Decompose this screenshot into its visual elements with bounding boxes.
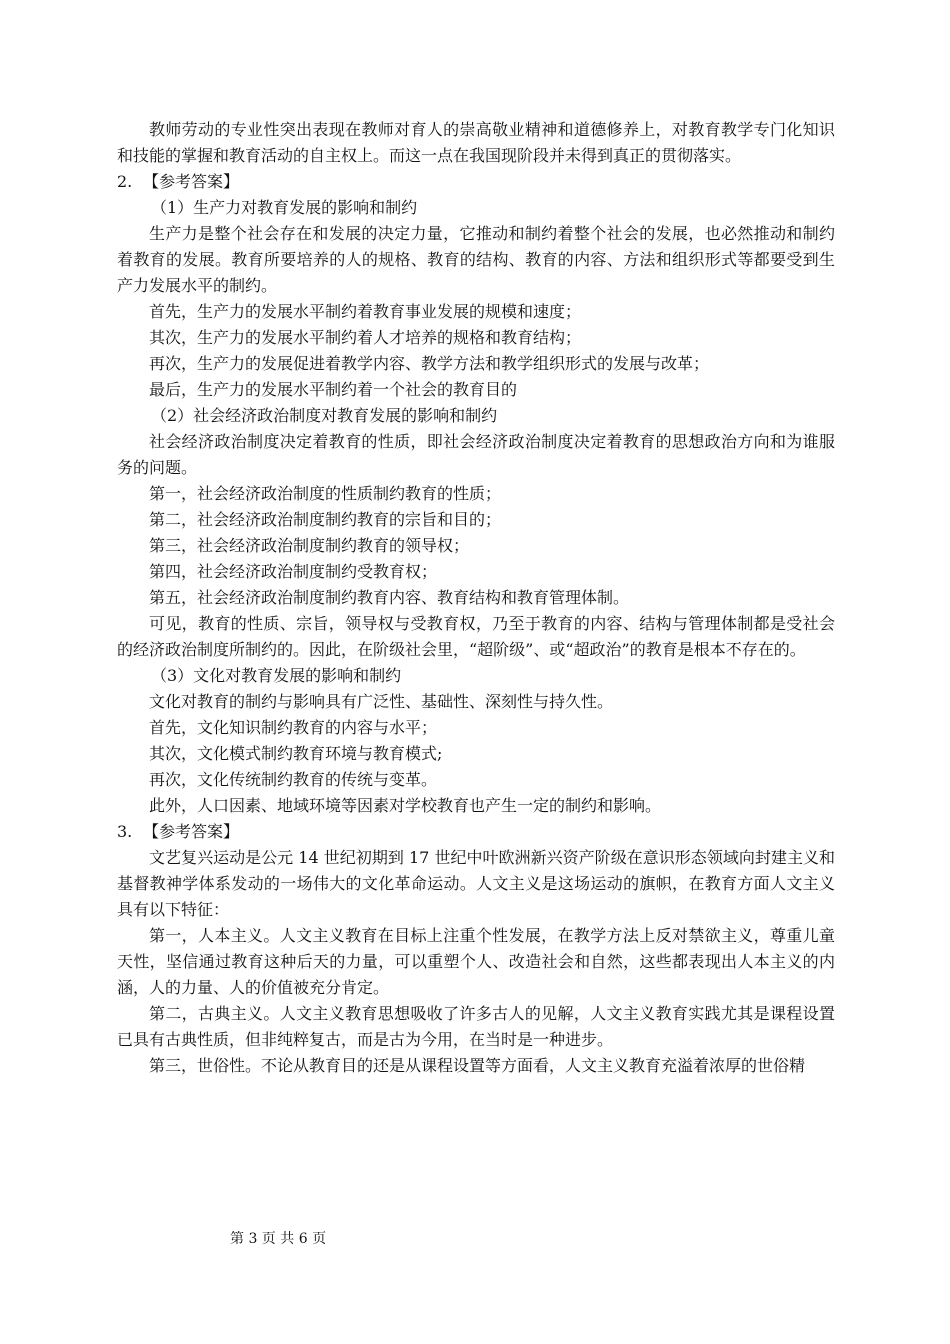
answer-number: 3. xyxy=(117,822,133,841)
paragraph: 第三，社会经济政治制度制约教育的领导权； xyxy=(149,536,470,555)
paragraph: 此外，人口因素、地域环境等因素对学校教育也产生一定的制约和影响。 xyxy=(149,796,662,815)
answer-label: 【参考答案】 xyxy=(143,172,240,191)
paragraph: 其次，生产力的发展水平制约着人才培养的规格和教育结构； xyxy=(149,328,582,347)
paragraph: 第二，社会经济政治制度制约教育的宗旨和目的； xyxy=(149,510,502,529)
page-number: 第 3 页 共 6 页 xyxy=(230,1231,327,1247)
paragraph: 可见，教育的性质、宗旨，领导权与受教育权，乃至于教育的内容、结构与管理体制都是受社会的经济政治制度所制约的。因此，在阶级社会里，“超阶级”、或“超政治”的教育是根本不存在的。 xyxy=(117,614,835,659)
answer-number: 2. xyxy=(117,172,133,191)
paragraph: 第三，世俗性。不论从教育目的还是从课程设置等方面看，人文主义教育充溢着浓厚的世俗精 xyxy=(149,1056,806,1075)
document-body xyxy=(117,117,835,1079)
paragraph: 文艺复兴运动是公元 14 世纪初期到 17 世纪中叶欧洲新兴资产阶级在意识形态领域向封建主义和基督教神学体系发动的一场伟大的文化革命运动。人文主义是这场运动的旗帜，在教育方面人文主义具有以下特征： xyxy=(117,848,835,919)
answer-label: 【参考答案】 xyxy=(143,822,240,841)
page-footer xyxy=(0,1229,950,1249)
paragraph: 第四，社会经济政治制度制约受教育权； xyxy=(149,562,438,581)
paragraph: 再次，文化传统制约教育的传统与变革。 xyxy=(149,770,438,789)
paragraph: 教师劳动的专业性突出表现在教师对育人的崇高敬业精神和道德修养上，对教育教学专门化知识和技能的掌握和教育活动的自主权上。而这一点在我国现阶段并未得到真正的贯彻落实。 xyxy=(117,120,835,165)
answer-heading xyxy=(117,819,835,845)
answer-heading xyxy=(117,169,835,195)
sub-heading: （2）社会经济政治制度对教育发展的影响和制约 xyxy=(151,406,498,425)
paragraph: 第一，社会经济政治制度的性质制约教育的性质； xyxy=(149,484,502,503)
paragraph: 第一，人本主义。人文主义教育在目标上注重个性发展，在教学方法上反对禁欲主义，尊重儿童天性，坚信通过教育这种后天的力量，可以重塑个人、改造社会和自然，这些都表现出人本主义的内涵，人的力量、人的价值被充分肯定。 xyxy=(117,926,835,997)
paragraph: 社会经济政治制度决定着教育的性质，即社会经济政治制度决定着教育的思想政治方向和为谁服务的问题。 xyxy=(117,432,835,477)
paragraph: 第二，古典主义。人文主义教育思想吸收了许多古人的见解，人文主义教育实践尤其是课程设置已具有古典性质，但非纯粹复古，而是古为今用，在当时是一种进步。 xyxy=(117,1004,835,1049)
paragraph: 第五，社会经济政治制度制约教育内容、教育结构和教育管理体制。 xyxy=(149,588,630,607)
paragraph: 首先，生产力的发展水平制约着教育事业发展的规模和速度； xyxy=(149,302,582,321)
sub-heading: （3）文化对教育发展的影响和制约 xyxy=(151,666,402,685)
paragraph: 其次，文化模式制约教育环境与教育模式; xyxy=(149,744,443,763)
paragraph: 生产力是整个社会存在和发展的决定力量，它推动和制约着整个社会的发展，也必然推动和制约着教育的发展。教育所要培养的人的规格、教育的结构、教育的内容、方法和组织形式等都要受到生产力发展水平的制约。 xyxy=(117,224,835,295)
paragraph: 首先，文化知识制约教育的内容与水平； xyxy=(149,718,438,737)
sub-heading: （1）生产力对教育发展的影响和制约 xyxy=(151,198,418,217)
paragraph: 最后，生产力的发展水平制约着一个社会的教育目的 xyxy=(149,380,518,399)
paragraph: 再次，生产力的发展促进着教学内容、教学方法和教学组织形式的发展与改革； xyxy=(149,354,710,373)
paragraph: 文化对教育的制约与影响具有广泛性、基础性、深刻性与持久性。 xyxy=(149,692,614,711)
